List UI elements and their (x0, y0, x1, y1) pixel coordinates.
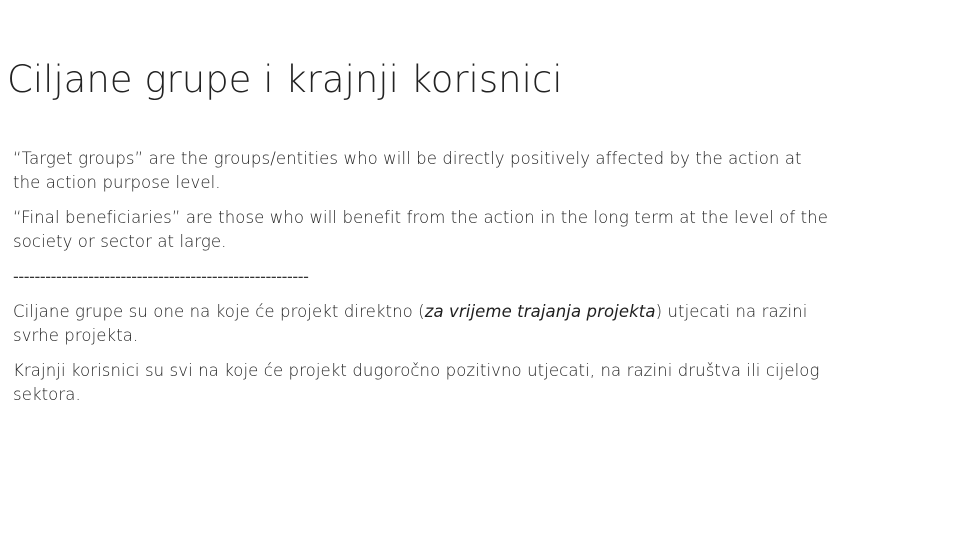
paragraph-final-beneficiaries: “Final beneficiaries” are those who will benefit from the action in the long term at the level of the society or sector at large. (13, 208, 828, 251)
ciljane-grupe-text-end: ) utjecati na razini svrhe projekta. (13, 302, 808, 345)
paragraph-ciljane-grupe (13, 300, 828, 348)
paragraph-gap (13, 289, 828, 300)
paragraph-gap (13, 195, 828, 206)
paragraph-gap (13, 254, 828, 265)
paragraph-gap (13, 348, 828, 359)
dashed-separator: ------------------------------------------------------- (13, 267, 309, 286)
ciljane-grupe-text-start: Ciljane grupe su one na koje će projekt direktno ( (13, 302, 425, 321)
slide-title: Ciljane grupe i krajnji korisnici (7, 58, 563, 101)
slide-body (13, 147, 828, 407)
paragraph-krajnji-korisnici: Krajnji korisnici su svi na koje će projekt dugoročno pozitivno utjecati, na razini društva ili cijelog sektora. (13, 361, 820, 404)
paragraph-target-groups: “Target groups” are the groups/entities who will be directly positively affected by the action at the action purpose level. (13, 149, 802, 192)
ciljane-grupe-italic: za vrijeme trajanja projekta (424, 302, 656, 321)
